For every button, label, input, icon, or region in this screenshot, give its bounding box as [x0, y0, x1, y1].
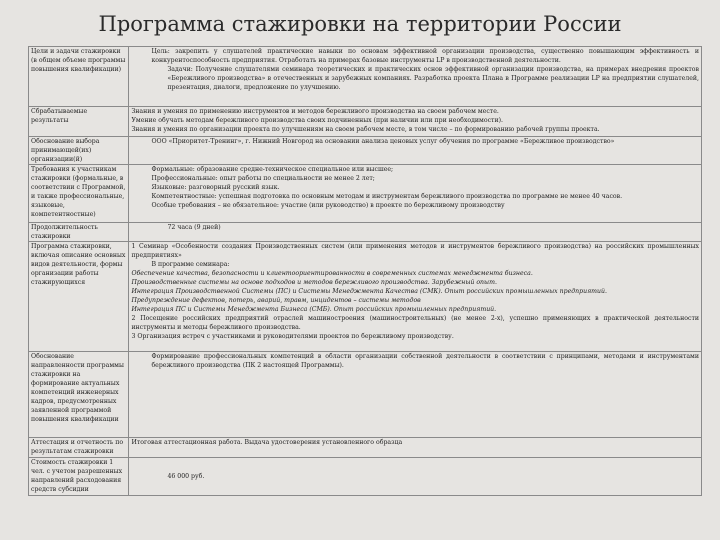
row-label: Обоснование выбора принимающей(их) организации(й): [29, 137, 129, 165]
content-line: Языковые: разговорный русский язык.: [151, 184, 280, 191]
table-row: [29, 223, 702, 242]
content-line: Интеграция ПС и Системы Менеджмента Бизнеса (СМБ). Опыт российских промышленных предприятий.: [131, 306, 497, 313]
content-line: Знания и умения по применению инструментов и методов бережливого производства на своем рабочем месте.: [131, 108, 499, 115]
program-table: [28, 46, 702, 496]
row-content: [129, 352, 702, 438]
content-line: Производственные системы на основе подходов и методов бережливого производства. Зарубежный опыт.: [131, 279, 497, 286]
row-content: [129, 137, 702, 165]
content-line: Задачи: Получение слушателями семинара теоретических и практических основ эффективной организации производства, на примерах внедрения проектов «Бережливого производства» в отечественных и зарубежных компаниях. Разработка проекта Плана в Программе реализации LP на предприятии слушателей, презентация, диалоги, предложение по улучшению.: [167, 66, 699, 91]
row-label: Продолжительность стажировки: [29, 223, 129, 242]
row-content: [129, 223, 702, 242]
content-line: Формальные: образование средне-техническое специальное или высшее;: [151, 166, 394, 173]
content-line: Знания и умения по организации проекта по улучшениям на своем рабочем месте, в том числе – по формированию рабочей группы проекта.: [131, 126, 600, 133]
content-line: Предупреждение дефектов, потерь, аварий, травм, инцидентов – системы методов: [131, 297, 421, 304]
table-row: [29, 137, 702, 165]
row-label: Требования к участникам стажировки (формальные, в соответствии с Программой, и также профессиональные, языковые, компетентностные): [29, 165, 129, 223]
row-content: [129, 165, 702, 223]
row-content: [129, 47, 702, 107]
row-content: [129, 242, 702, 352]
content-line: В программе семинара:: [151, 261, 230, 268]
row-label: Сбрабатываемые результаты: [29, 107, 129, 137]
content-line: ООО «Приоритет-Тренинг», г. Нижний Новгород на основании анализа ценовых услуг обучения по программе «Бережливое производство»: [151, 138, 615, 145]
table-row: [29, 47, 702, 107]
table-row: [29, 352, 702, 438]
table-row: [29, 242, 702, 352]
content-line: Интеграция Производственной Системы (ПС) и Системы Менеджмента Качества (СМК). Опыт российских промышленных предприятий.: [131, 288, 607, 295]
row-label: Программа стажировки, включая описание основных видов деятельности, формы организации работы стажирующихся: [29, 242, 129, 352]
content-line: Особые требования – не обязательное: участие (или руководство) в проекте по бережливому производству: [151, 202, 505, 209]
content-line: Профессиональные: опыт работы по специальности не менее 2 лет;: [151, 175, 375, 182]
page-title: Программа стажировки на территории России: [98, 12, 622, 36]
row-label: Стоимость стажировки 1 чел. с учетом разрешенных направлений расходования средств субсидии: [29, 458, 129, 496]
row-content: [129, 438, 702, 458]
table-row: [29, 107, 702, 137]
table-row: [29, 438, 702, 458]
content-line: 3 Организация встреч с участниками и руководителями проектов по бережливому производству.: [131, 333, 454, 340]
content-line: 72 часа (9 дней): [167, 224, 221, 231]
row-label: Аттестация и отчетность по результатам стажировки: [29, 438, 129, 458]
table-row: [29, 458, 702, 496]
row-content: [129, 458, 702, 496]
content-line: Цель: закрепить у слушателей практические навыки по основам эффективной организации производства, существенно повышающим эффективность и конкурентоспособность предприятия. Отработать на примерах базовые инструменты LP в производственной деятельности.: [151, 48, 699, 64]
row-label: Цели и задачи стажировки (в общем объеме программы повышения квалификации): [29, 47, 129, 107]
content-line: 2 Посещение российских предприятий отраслей машиностроения (машиностроительных) (не менее 2-х), успешно применяющих в практической деятельности инструменты и методы бережливого производства.: [131, 315, 699, 331]
content-line: Компетентностные: успешная подготовка по основным методам и инструментам бережливого производства по программе не менее 40 часов.: [151, 193, 623, 200]
content-line: Умение обучать методам бережливого производства своих подчиненных (при наличии или при необходимости).: [131, 117, 503, 124]
content-line: Итоговая аттестационная работа. Выдача удостоверения установленного образца: [131, 439, 403, 446]
row-content: [129, 107, 702, 137]
content-line: Обеспечение качества, безопасности и клиентоориентированности в современных системах менеджмента бизнеса.: [131, 270, 533, 277]
content-line: 1 Семинар «Особенности создания Производственных систем (или применения методов и инструментов бережливого производства) на российских промышленных предприятиях»: [131, 243, 699, 259]
table-row: [29, 165, 702, 223]
row-label: Обоснование направленности программы стажировки на формирование актуальных компетенций инженерных кадров, предусмотренных заявленной программой повышения квалификации: [29, 352, 129, 438]
content-line: 46 000 руб.: [167, 473, 205, 480]
content-line: Формирование профессиональных компетенций в области организации собственной деятельности в соответствии с принципами, методами и инструментами бережливого производства (ПК 2 настоящей Программы).: [151, 353, 699, 369]
